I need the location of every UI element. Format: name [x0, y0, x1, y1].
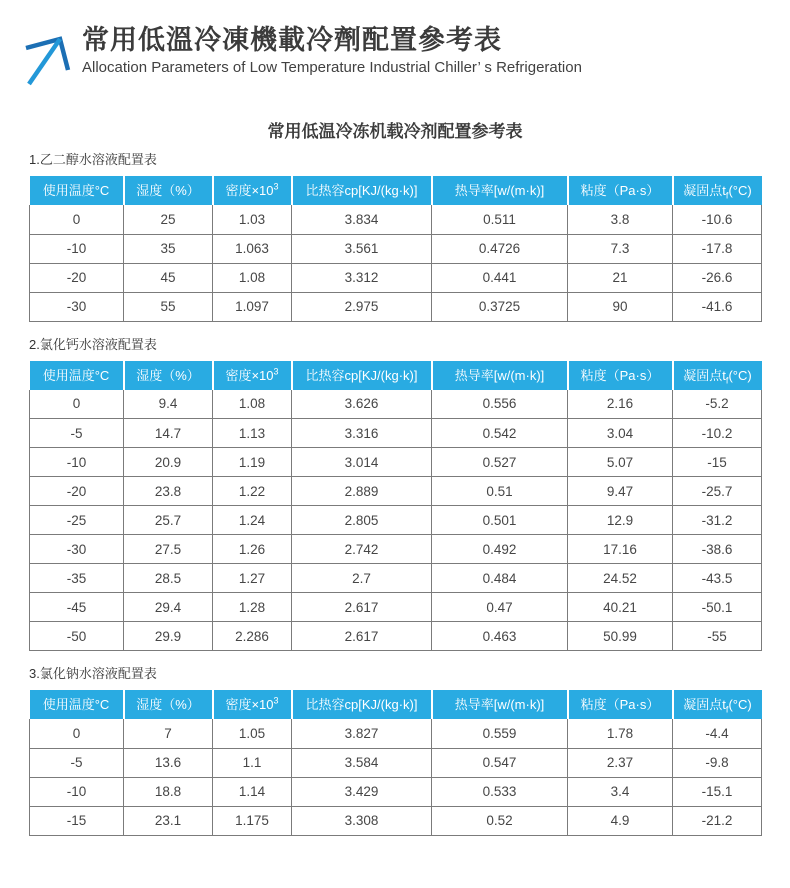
table-cell: 23.1 — [124, 806, 213, 835]
table-cell: -20 — [30, 263, 124, 292]
table-row — [30, 263, 762, 292]
table-cell: 2.286 — [213, 622, 292, 651]
table-cell: 0 — [30, 719, 124, 748]
table-row — [30, 806, 762, 835]
table-cell: 1.05 — [213, 719, 292, 748]
table-cell: -25.7 — [673, 477, 762, 506]
table-row — [30, 777, 762, 806]
column-header: 密度$\times 10^3$ — [213, 361, 292, 390]
table-row — [30, 292, 762, 321]
table-cell: 1.19 — [213, 448, 292, 477]
table-cell: 24.52 — [568, 564, 673, 593]
section-label-ethylene-glycol: 1.乙二醇水溶液配置表 — [29, 152, 157, 167]
table-cell: 1.14 — [213, 777, 292, 806]
table-header-row — [30, 690, 762, 719]
column-header: 比热容cp[KJ/(kg·k)] — [292, 176, 432, 205]
column-header: 比热容cp[KJ/(kg·k)] — [292, 361, 432, 390]
column-header: 粘度（Pa·s） — [568, 176, 673, 205]
table-cell: 9.4 — [124, 390, 213, 419]
table-header — [30, 690, 762, 719]
table-cell: -10 — [30, 777, 124, 806]
column-header: 凝固点$t_f(^\circ C)$ — [673, 690, 762, 719]
title-block — [82, 24, 582, 77]
table-cell: -9.8 — [673, 748, 762, 777]
table-cell: 1.08 — [213, 263, 292, 292]
table-cell: 2.7 — [292, 564, 432, 593]
table-cell: 45 — [124, 263, 213, 292]
table-cell: 3.584 — [292, 748, 432, 777]
column-header: 密度$\times 10^3$ — [213, 690, 292, 719]
table-cell: -17.8 — [673, 234, 762, 263]
table-cell: 3.014 — [292, 448, 432, 477]
table-cell: -31.2 — [673, 506, 762, 535]
page-title: 常用低溫冷凍機載冷劑配置參考表 — [82, 25, 502, 55]
table-row — [30, 622, 762, 651]
table-cell: 0.547 — [432, 748, 568, 777]
table-cell: -26.6 — [673, 263, 762, 292]
table-cell: 18.8 — [124, 777, 213, 806]
column-header: 热导率[w/(m·k)] — [432, 361, 568, 390]
ethylene-glycol-table — [29, 176, 762, 322]
table-cell: 1.08 — [213, 390, 292, 419]
table-cell: 0.51 — [432, 477, 568, 506]
page-header — [0, 0, 790, 88]
table-cell: 3.4 — [568, 777, 673, 806]
table-cell: -15 — [30, 806, 124, 835]
table-cell: 20.9 — [124, 448, 213, 477]
table-cell: -5 — [30, 419, 124, 448]
section-label-calcium-chloride: 2.氯化钙水溶液配置表 — [29, 336, 157, 352]
table-cell: 21 — [568, 263, 673, 292]
table-row — [30, 390, 762, 419]
table-cell: 1.097 — [213, 292, 292, 321]
arrow-up-right-icon — [20, 32, 74, 88]
table-cell: 0.533 — [432, 777, 568, 806]
table-cell: 1.78 — [568, 719, 673, 748]
column-header: 湿度（%） — [124, 361, 213, 390]
table-cell: 55 — [124, 292, 213, 321]
table-cell: 3.561 — [292, 234, 432, 263]
table-cell: 5.07 — [568, 448, 673, 477]
table-cell: 2.617 — [292, 622, 432, 651]
table-cell: 1.175 — [213, 806, 292, 835]
page-subtitle: Allocation Parameters of Low Temperature Industrial Chiller’ s Refrigeration — [82, 59, 582, 76]
table-cell: -10.2 — [673, 419, 762, 448]
column-header: 湿度（%） — [124, 690, 213, 719]
table-row — [30, 593, 762, 622]
table-cell: 3.316 — [292, 419, 432, 448]
table-cell: 3.429 — [292, 777, 432, 806]
table-cell: 0.441 — [432, 263, 568, 292]
table-cell: 3.8 — [568, 205, 673, 234]
table-cell: 1.13 — [213, 419, 292, 448]
table-cell: -38.6 — [673, 535, 762, 564]
column-header: 热导率[w/(m·k)] — [432, 690, 568, 719]
table-cell: 4.9 — [568, 806, 673, 835]
table-row — [30, 477, 762, 506]
table-row — [30, 506, 762, 535]
table-cell: 29.9 — [124, 622, 213, 651]
table-cell: -25 — [30, 506, 124, 535]
table-cell: 25.7 — [124, 506, 213, 535]
table-cell: 2.975 — [292, 292, 432, 321]
column-header: 热导率[w/(m·k)] — [432, 176, 568, 205]
table-header-row — [30, 361, 762, 390]
table-cell: 1.27 — [213, 564, 292, 593]
table-cell: 3.04 — [568, 419, 673, 448]
table-cell: -10.6 — [673, 205, 762, 234]
table-cell: 1.22 — [213, 477, 292, 506]
table-row — [30, 564, 762, 593]
table-cell: 14.7 — [124, 419, 213, 448]
column-header: 湿度（%） — [124, 176, 213, 205]
table-cell: -41.6 — [673, 292, 762, 321]
table-cell: 28.5 — [124, 564, 213, 593]
column-header: 粘度（Pa·s） — [568, 361, 673, 390]
table-cell: 2.889 — [292, 477, 432, 506]
table-cell: 2.742 — [292, 535, 432, 564]
table-cell: 0.47 — [432, 593, 568, 622]
table-cell: 1.03 — [213, 205, 292, 234]
table-cell: 7 — [124, 719, 213, 748]
table-cell: 29.4 — [124, 593, 213, 622]
table-cell: 0.527 — [432, 448, 568, 477]
table-cell: 0.511 — [432, 205, 568, 234]
table-cell: -5.2 — [673, 390, 762, 419]
table-cell: 7.3 — [568, 234, 673, 263]
column-header: 使用温度°C — [30, 176, 124, 205]
column-header: 使用温度°C — [30, 690, 124, 719]
table-row — [30, 234, 762, 263]
table-cell: -35 — [30, 564, 124, 593]
table-cell: 3.834 — [292, 205, 432, 234]
page-content — [0, 122, 790, 836]
table-cell: 0.492 — [432, 535, 568, 564]
table-cell: 0 — [30, 205, 124, 234]
table-group-title: 常用低温冷冻机载冷剂配置参考表 — [267, 122, 523, 141]
table-row — [30, 748, 762, 777]
table-cell: -20 — [30, 477, 124, 506]
table-cell: 12.9 — [568, 506, 673, 535]
table-header — [30, 176, 762, 205]
table-cell: -45 — [30, 593, 124, 622]
table-row — [30, 719, 762, 748]
table-row — [30, 448, 762, 477]
table-cell: 0.559 — [432, 719, 568, 748]
table-cell: 0.463 — [432, 622, 568, 651]
table-cell: 0.52 — [432, 806, 568, 835]
table-cell: 25 — [124, 205, 213, 234]
table-cell: -30 — [30, 535, 124, 564]
table-header — [30, 361, 762, 390]
sodium-chloride-table — [29, 690, 762, 836]
table-cell: 0.3725 — [432, 292, 568, 321]
table-cell: -50 — [30, 622, 124, 651]
table-cell: 27.5 — [124, 535, 213, 564]
table-cell: 35 — [124, 234, 213, 263]
section-label-sodium-chloride: 3.氯化钠水溶液配置表 — [29, 666, 157, 681]
table-cell: 0.501 — [432, 506, 568, 535]
column-header: 比热容cp[KJ/(kg·k)] — [292, 690, 432, 719]
table-cell: 0.484 — [432, 564, 568, 593]
table-cell: -43.5 — [673, 564, 762, 593]
column-header: 粘度（Pa·s） — [568, 690, 673, 719]
table-row — [30, 205, 762, 234]
table-cell: 3.308 — [292, 806, 432, 835]
table-cell: 50.99 — [568, 622, 673, 651]
table-cell: -4.4 — [673, 719, 762, 748]
table-row — [30, 535, 762, 564]
table-body — [30, 719, 762, 835]
table-cell: -15 — [673, 448, 762, 477]
column-header: 密度$\times 10^3$ — [213, 176, 292, 205]
table-body — [30, 390, 762, 651]
table-cell: -15.1 — [673, 777, 762, 806]
table-cell: 40.21 — [568, 593, 673, 622]
table-cell: 3.312 — [292, 263, 432, 292]
table-cell: 1.28 — [213, 593, 292, 622]
table-cell: 9.47 — [568, 477, 673, 506]
table-body — [30, 205, 762, 321]
table-cell: 13.6 — [124, 748, 213, 777]
table-cell: -55 — [673, 622, 762, 651]
table-cell: 2.805 — [292, 506, 432, 535]
table-cell: 0 — [30, 390, 124, 419]
table-cell: 2.617 — [292, 593, 432, 622]
table-header-row — [30, 176, 762, 205]
table-cell: 1.24 — [213, 506, 292, 535]
column-header: 凝固点$t_f(^\circ C)$ — [673, 361, 762, 390]
table-cell: -30 — [30, 292, 124, 321]
table-cell: -21.2 — [673, 806, 762, 835]
table-cell: -5 — [30, 748, 124, 777]
table-cell: 1.063 — [213, 234, 292, 263]
table-cell: -50.1 — [673, 593, 762, 622]
table-cell: 2.37 — [568, 748, 673, 777]
table-row — [30, 419, 762, 448]
table-cell: 23.8 — [124, 477, 213, 506]
column-header: 凝固点$t_f(^\circ C)$ — [673, 176, 762, 205]
table-cell: 0.556 — [432, 390, 568, 419]
table-cell: 90 — [568, 292, 673, 321]
table-cell: 1.1 — [213, 748, 292, 777]
table-cell: -10 — [30, 448, 124, 477]
table-cell: 3.626 — [292, 390, 432, 419]
table-cell: 0.542 — [432, 419, 568, 448]
calcium-chloride-table — [29, 361, 762, 652]
table-cell: 0.4726 — [432, 234, 568, 263]
column-header: 使用温度°C — [30, 361, 124, 390]
table-cell: 3.827 — [292, 719, 432, 748]
table-cell: 17.16 — [568, 535, 673, 564]
table-cell: 2.16 — [568, 390, 673, 419]
table-cell: -10 — [30, 234, 124, 263]
table-cell: 1.26 — [213, 535, 292, 564]
